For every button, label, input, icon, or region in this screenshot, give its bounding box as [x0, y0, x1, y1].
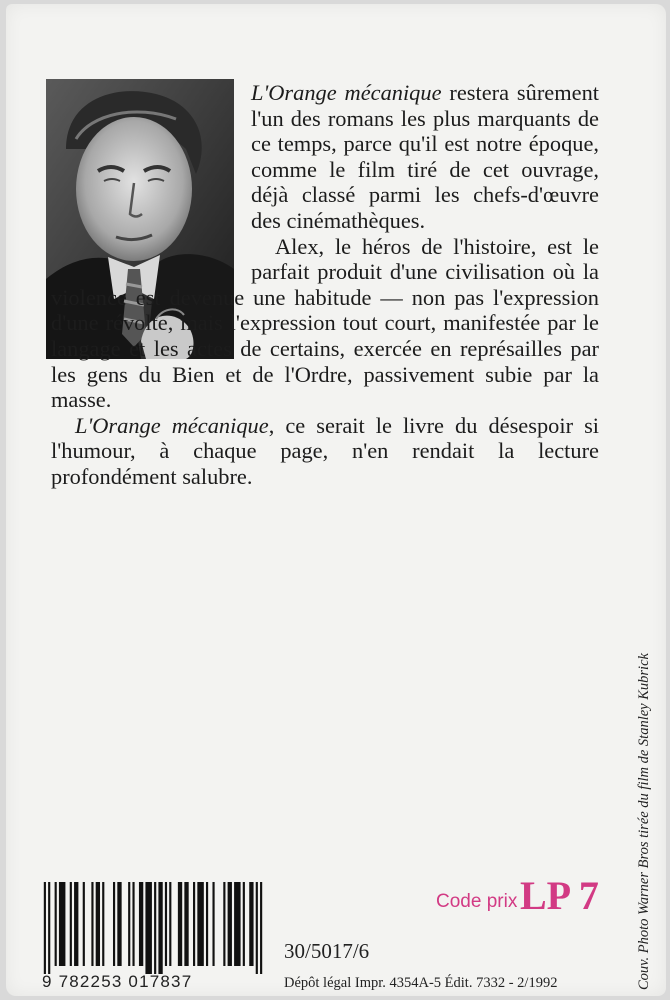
barcode-bar [206, 882, 208, 966]
book-title-italic: L'Orange mécanique [75, 412, 269, 438]
barcode-bar [117, 882, 121, 966]
barcode-bar [178, 882, 182, 966]
barcode-bar [260, 882, 262, 974]
isbn-number: 9 782253 017837 [42, 972, 193, 991]
barcode-bar [128, 882, 130, 966]
blurb-text [51, 80, 599, 490]
blurb-paragraph-1-text: restera sûrement l'un des romans les plus marquants de ce temps, parce qu'il est notre époque, comme le film tiré de cet ouvrage, déjà classé parmi les chefs-d'œuvre des cinémathèques. [251, 80, 599, 233]
book-back-cover [6, 4, 666, 996]
publisher-code: 30/5017/6 [284, 939, 370, 963]
barcode-bar [48, 882, 50, 974]
barcode-bar [212, 882, 214, 966]
book-title-italic: L'Orange mécanique [251, 80, 442, 105]
cover-credit-text: Couv. Photo Warner Bros tirée du film de Stanley Kubrick [636, 653, 652, 990]
barcode-bar [96, 882, 100, 966]
barcode-bar [145, 882, 151, 974]
barcode-bar [113, 882, 115, 966]
barcode-bar [165, 882, 167, 966]
barcode-bar [234, 882, 240, 966]
blurb-paragraph-2: Alex, le héros de l'histoire, est le parfait produit d'une civilisation où la violence est devenue une habitude — non pas l'expression d'une révolte, mais l'expression tout court, manifestée par le langage et les actes de certains, exercée en représailles par les gens du Bien et de l'Ordre, passivement subie par la masse. [51, 233, 599, 413]
barcode-bar [132, 882, 134, 966]
photo-text-wrap-spacer [51, 80, 251, 280]
barcode-bar [44, 882, 46, 974]
barcode-bar [197, 882, 203, 966]
barcode-bar [154, 882, 156, 974]
barcode-bar [243, 882, 245, 966]
barcode-bar [223, 882, 225, 966]
barcode-bar [83, 882, 85, 966]
price-code: LP 7 [520, 873, 599, 918]
barcode-bar [74, 882, 78, 966]
cover-credit [636, 586, 656, 996]
barcode-bar [55, 882, 57, 966]
price-label: Code prix [436, 891, 518, 912]
barcode-bar [70, 882, 72, 966]
barcode-bar [256, 882, 258, 974]
barcode-bar [184, 882, 188, 966]
barcode-bar [59, 882, 65, 966]
barcode-bar [169, 882, 171, 966]
blurb-paragraph-3 [51, 413, 599, 490]
barcode-bar [249, 882, 253, 966]
barcode-bar [91, 882, 93, 966]
barcode-bar [193, 882, 195, 966]
legal-deposit: Dépôt légal Impr. 4354A-5 Édit. 7332 - 2/1992 [284, 975, 558, 991]
barcode-bar [139, 882, 143, 966]
barcode-bar [158, 882, 162, 974]
barcode-bar [102, 882, 104, 966]
barcode-bar [228, 882, 232, 966]
blurb-paragraph-3-text: , ce serait le livre du désespoir si l'humour, à chaque page, n'en rendait la lecture profondément salubre. [51, 412, 600, 489]
barcode [41, 882, 269, 974]
